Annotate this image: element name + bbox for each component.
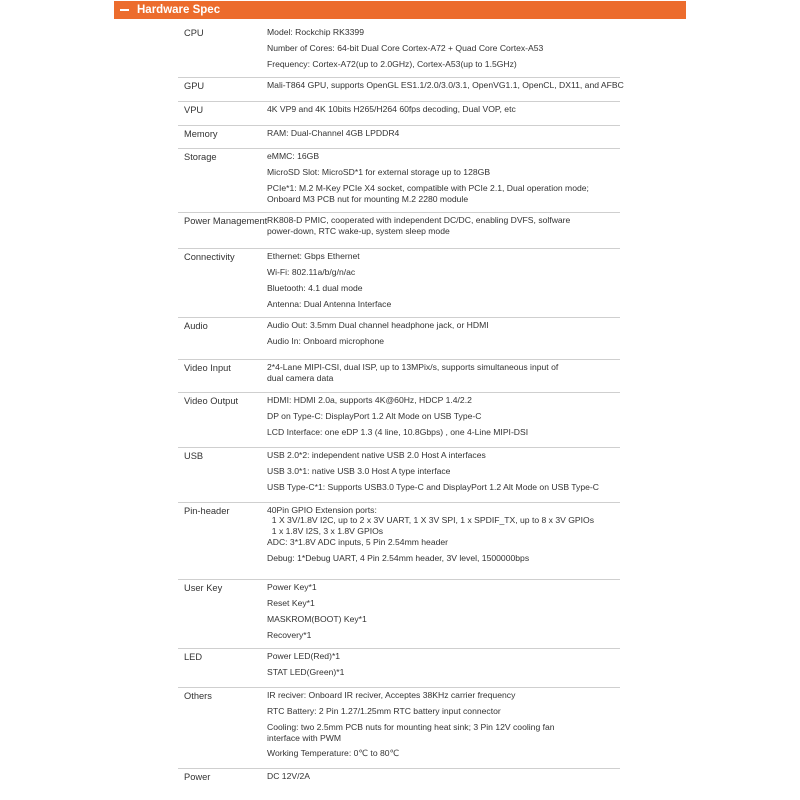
spec-value-line: ADC: 3*1.8V ADC inputs, 5 Pin 2.54mm header (267, 537, 449, 547)
row-divider (178, 148, 620, 149)
spec-value-line: MicroSD Slot: MicroSD*1 for external storage up to 128GB (267, 167, 491, 177)
spec-value-line: DC 12V/2A (267, 771, 310, 781)
spec-value-line: Working Temperature: 0℃ to 80℃ (267, 748, 400, 758)
spec-key: User Key (184, 583, 223, 593)
row-divider (178, 125, 620, 126)
spec-value-line: IR reciver: Onboard IR reciver, Acceptes 38KHz carrier frequency (267, 690, 516, 700)
spec-value-line: Power LED(Red)*1 (267, 651, 341, 661)
spec-value-line: RK808-D PMIC, cooperated with independent DC/DC, enabling DVFS, solfware (267, 215, 571, 225)
row-divider (178, 579, 620, 580)
spec-value-line: RAM: Dual-Channel 4GB LPDDR4 (267, 128, 400, 138)
section-header[interactable] (114, 1, 686, 19)
spec-value-line: Ethernet: Gbps Ethernet (267, 251, 360, 261)
spec-key: USB (184, 451, 204, 461)
spec-value-line: PCIe*1: M.2 M-Key PCIe X4 socket, compatible with PCIe 2.1, Dual operation mode; (267, 183, 589, 193)
spec-value-line: Cooling: two 2.5mm PCB nuts for mounting heat sink; 3 Pin 12V cooling fan (267, 722, 555, 732)
spec-value-line: 1 x 1.8V I2S, 3 x 1.8V GPIOs (267, 526, 384, 536)
spec-key: Connectivity (184, 252, 235, 262)
row-divider (178, 392, 620, 393)
spec-key: Power (184, 772, 211, 782)
spec-value-line: Power Key*1 (267, 582, 317, 592)
collapse-minus-icon[interactable] (120, 9, 129, 11)
spec-value-line: Frequency: Cortex-A72(up to 2.0GHz), Cortex-A53(up to 1.5GHz) (267, 59, 517, 69)
spec-value-line: interface with PWM (267, 733, 342, 743)
spec-value-line: 1 X 3V/1.8V I2C, up to 2 x 3V UART, 1 X 3V SPI, 1 x SPDIF_TX, up to 8 x 3V GPIOs (267, 515, 595, 525)
spec-value-line: STAT LED(Green)*1 (267, 667, 345, 677)
spec-value-line: USB 2.0*2: independent native USB 2.0 Host A interfaces (267, 450, 486, 460)
row-divider (178, 687, 620, 688)
spec-value-line: Audio In: Onboard microphone (267, 336, 385, 346)
row-divider (178, 77, 620, 78)
spec-value-line: 4K VP9 and 4K 10bits H265/H264 60fps decoding, Dual VOP, etc (267, 104, 516, 114)
row-divider (178, 447, 620, 448)
spec-value-line: 40Pin GPIO Extension ports: (267, 505, 377, 515)
spec-key: GPU (184, 81, 205, 91)
spec-value-line: MASKROM(BOOT) Key*1 (267, 614, 367, 624)
spec-value-line: power-down, RTC wake-up, system sleep mode (267, 226, 450, 236)
spec-value-line: Reset Key*1 (267, 598, 315, 608)
spec-value-line: Audio Out: 3.5mm Dual channel headphone jack, or HDMI (267, 320, 489, 330)
row-divider (178, 648, 620, 649)
spec-value-line: Mali-T864 GPU, supports OpenGL ES1.1/2.0/3.0/3.1, OpenVG1.1, OpenCL, DX11, and AFBC (267, 80, 624, 90)
spec-value-line: Number of Cores: 64-bit Dual Core Cortex-A72 + Quad Core Cortex-A53 (267, 43, 544, 53)
spec-value-line: Antenna: Dual Antenna Interface (267, 299, 392, 309)
spec-key: Others (184, 691, 212, 701)
spec-value-line: 2*4-Lane MIPI-CSI, dual ISP, up to 13MPix/s, supports simultaneous input of (267, 362, 559, 372)
spec-key: Pin-header (184, 506, 230, 516)
spec-value-line: Wi-Fi: 802.11a/b/g/n/ac (267, 267, 356, 277)
spec-value-line: Model: Rockchip RK3399 (267, 27, 364, 37)
row-divider (178, 502, 620, 503)
section-title: Hardware Spec (137, 4, 221, 16)
spec-value-line: USB Type-C*1: Supports USB3.0 Type-C and DisplayPort 1.2 Alt Mode on USB Type-C (267, 482, 599, 492)
spec-value-line: Bluetooth: 4.1 dual mode (267, 283, 363, 293)
spec-value-line: USB 3.0*1: native USB 3.0 Host A type interface (267, 466, 451, 476)
spec-key: Video Output (184, 396, 239, 406)
spec-value-line: Debug: 1*Debug UART, 4 Pin 2.54mm header, 3V level, 1500000bps (267, 553, 530, 563)
row-divider (178, 359, 620, 360)
spec-key: LED (184, 652, 203, 662)
row-divider (178, 317, 620, 318)
spec-key: Audio (184, 321, 208, 331)
spec-key: Power Management (184, 216, 268, 226)
spec-key: Video Input (184, 363, 231, 373)
spec-value-line: Recovery*1 (267, 630, 312, 640)
spec-value-line: LCD Interface: one eDP 1.3 (4 line, 10.8Gbps) , one 4-Line MIPI-DSI (267, 427, 529, 437)
spec-value-line: RTC Battery: 2 Pin 1.27/1.25mm RTC battery input connector (267, 706, 501, 716)
spec-value-line: Onboard M3 PCB nut for mounting M.2 2280 module (267, 194, 469, 204)
spec-value-line: eMMC: 16GB (267, 151, 320, 161)
spec-key: Memory (184, 129, 218, 139)
row-divider (178, 101, 620, 102)
row-divider (178, 248, 620, 249)
spec-value-line: HDMI: HDMI 2.0a, supports 4K@60Hz, HDCP 1.4/2.2 (267, 395, 472, 405)
spec-value-line: DP on Type-C: DisplayPort 1.2 Alt Mode on USB Type-C (267, 411, 482, 421)
spec-key: CPU (184, 28, 204, 38)
row-divider (178, 212, 620, 213)
spec-key: VPU (184, 105, 204, 115)
spec-key: Storage (184, 152, 217, 162)
spec-value-line: dual camera data (267, 373, 334, 383)
row-divider (178, 768, 620, 769)
